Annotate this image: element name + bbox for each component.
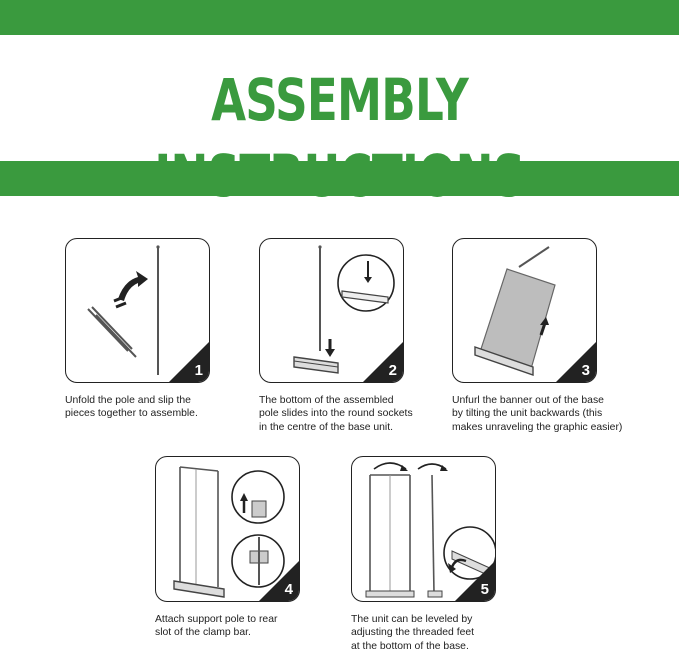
top-green-band: [0, 0, 679, 35]
step-2-number-badge: [363, 342, 403, 382]
page-title: ASSEMBLY: [211, 66, 468, 134]
step-4-number-badge: [259, 561, 299, 601]
step-3-number: 3: [581, 362, 590, 379]
step-1-number-badge: [169, 342, 209, 382]
step-3-number-badge: [556, 342, 596, 382]
step-4-caption: Attach support pole to rear slot of the clamp bar.: [155, 614, 278, 639]
step-5-number: 5: [480, 581, 489, 598]
step-1-caption: Unfold the pole and slip the pieces together to assemble.: [65, 395, 198, 420]
bottom-green-band: [0, 161, 679, 196]
step-3-illustration: [452, 238, 597, 383]
step-2-caption: The bottom of the assembled pole slides into the round sockets in the centre of the base unit.: [259, 395, 413, 433]
step-2-number: 2: [388, 362, 397, 379]
step-3-caption: Unfurl the banner out of the base by tilting the unit backwards (this makes unraveling the graphic easier): [452, 395, 623, 433]
step-4-number: 4: [284, 581, 293, 598]
step-5-number-badge: [455, 561, 495, 601]
step-2-illustration: [259, 238, 404, 383]
step-1-number: 1: [194, 362, 203, 379]
step-1-illustration: [65, 238, 210, 383]
step-4-illustration: [155, 456, 300, 602]
step-5-caption: The unit can be leveled by adjusting the threaded feet at the bottom of the base.: [351, 614, 475, 652]
step-5-illustration: [351, 456, 496, 602]
